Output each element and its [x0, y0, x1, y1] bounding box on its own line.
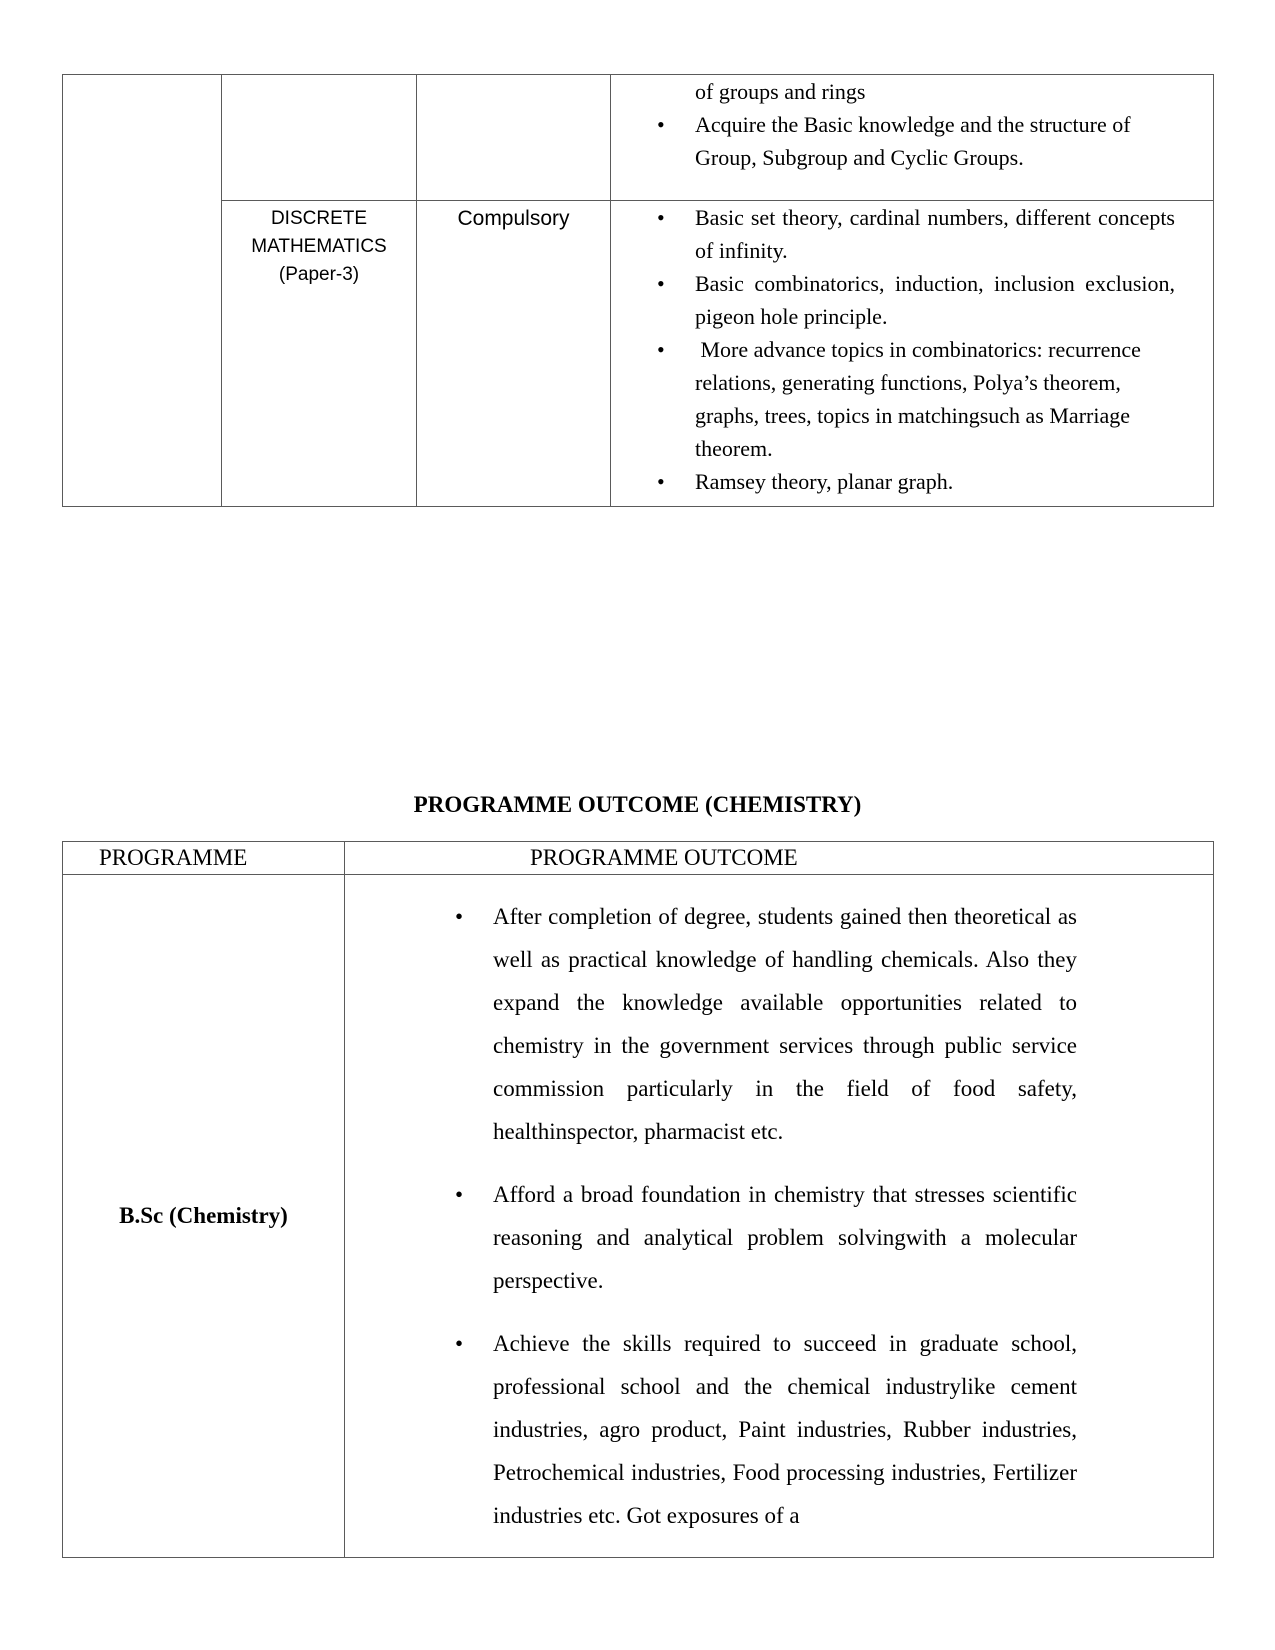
course-name-cell [222, 201, 417, 507]
list-item: • After completion of degree, students gained then theoretical as well as practical knowledge of handling chemicals. Also they expand the knowledge available opportunities related to chemistry in the government services through public service commission particularly in the field of food safety, healthinspector, pharmacist etc. [493, 895, 1077, 1153]
table-header-row [63, 842, 1214, 875]
course-type-cell: Compulsory [417, 201, 611, 507]
programme-cell [63, 75, 222, 507]
programme-name: B.Sc (Chemistry) [63, 875, 345, 1558]
list-item: • Basic set theory, cardinal numbers, different concepts of infinity. [611, 201, 1213, 267]
table-row [63, 75, 1214, 201]
table-row [63, 875, 1214, 1558]
bullet-icon: • [657, 205, 665, 230]
header-programme-outcome: PROGRAMME OUTCOME [345, 842, 1214, 875]
course-type-cell [417, 75, 611, 201]
list-item: • Afford a broad foundation in chemistry that stresses scientific reasoning and analytical problem solvingwith a molecular perspective. [493, 1173, 1077, 1302]
list-item: • Acquire the Basic knowledge and the structure of Group, Subgroup and Cyclic Groups. [611, 108, 1213, 174]
header-programme: PROGRAMME [63, 842, 345, 875]
bullet-icon: • [455, 904, 464, 929]
list-item: • More advance topics in combinatorics: recurrence relations, generating functions, Polya’s theorem, graphs, trees, topics in matchingsuch as Marriage theorem. [611, 333, 1213, 465]
list-item: • Ramsey theory, planar graph. [611, 465, 1213, 498]
continued-text: of groups and rings [695, 79, 866, 104]
programme-outcome-cell [345, 875, 1214, 1558]
course-name-line: DISCRETE [270, 208, 368, 229]
course-outcome-cell [611, 75, 1214, 201]
outcome-list [611, 108, 1213, 174]
bullet-icon: • [455, 1331, 464, 1356]
bullet-icon: • [455, 1182, 464, 1207]
course-name-line: (Paper-3) [278, 264, 360, 285]
course-outcome-cell [611, 201, 1214, 507]
bullet-icon: • [657, 271, 665, 296]
section-title: PROGRAMME OUTCOME (CHEMISTRY) [413, 792, 862, 817]
table-row [63, 201, 1214, 507]
bullet-icon: • [657, 337, 665, 362]
list-item: • Basic combinatorics, induction, inclusion exclusion, pigeon hole principle. [611, 267, 1213, 333]
course-outcome-table [62, 74, 1214, 507]
bullet-icon: • [657, 112, 665, 137]
programme-outcome-table [62, 841, 1214, 1558]
outcome-list [345, 875, 1213, 1537]
course-name-line: MATHEMATICS [251, 236, 387, 257]
list-item: • Achieve the skills required to succeed in graduate school, professional school and the chemical industrylike cement industries, agro product, Paint industries, Rubber industries, Petrochemical industries, Food processing industries, Fertilizer industries etc. Got exposures of a [493, 1322, 1077, 1537]
bullet-icon: • [657, 469, 665, 494]
outcome-list [611, 201, 1213, 498]
course-name-cell [222, 75, 417, 201]
